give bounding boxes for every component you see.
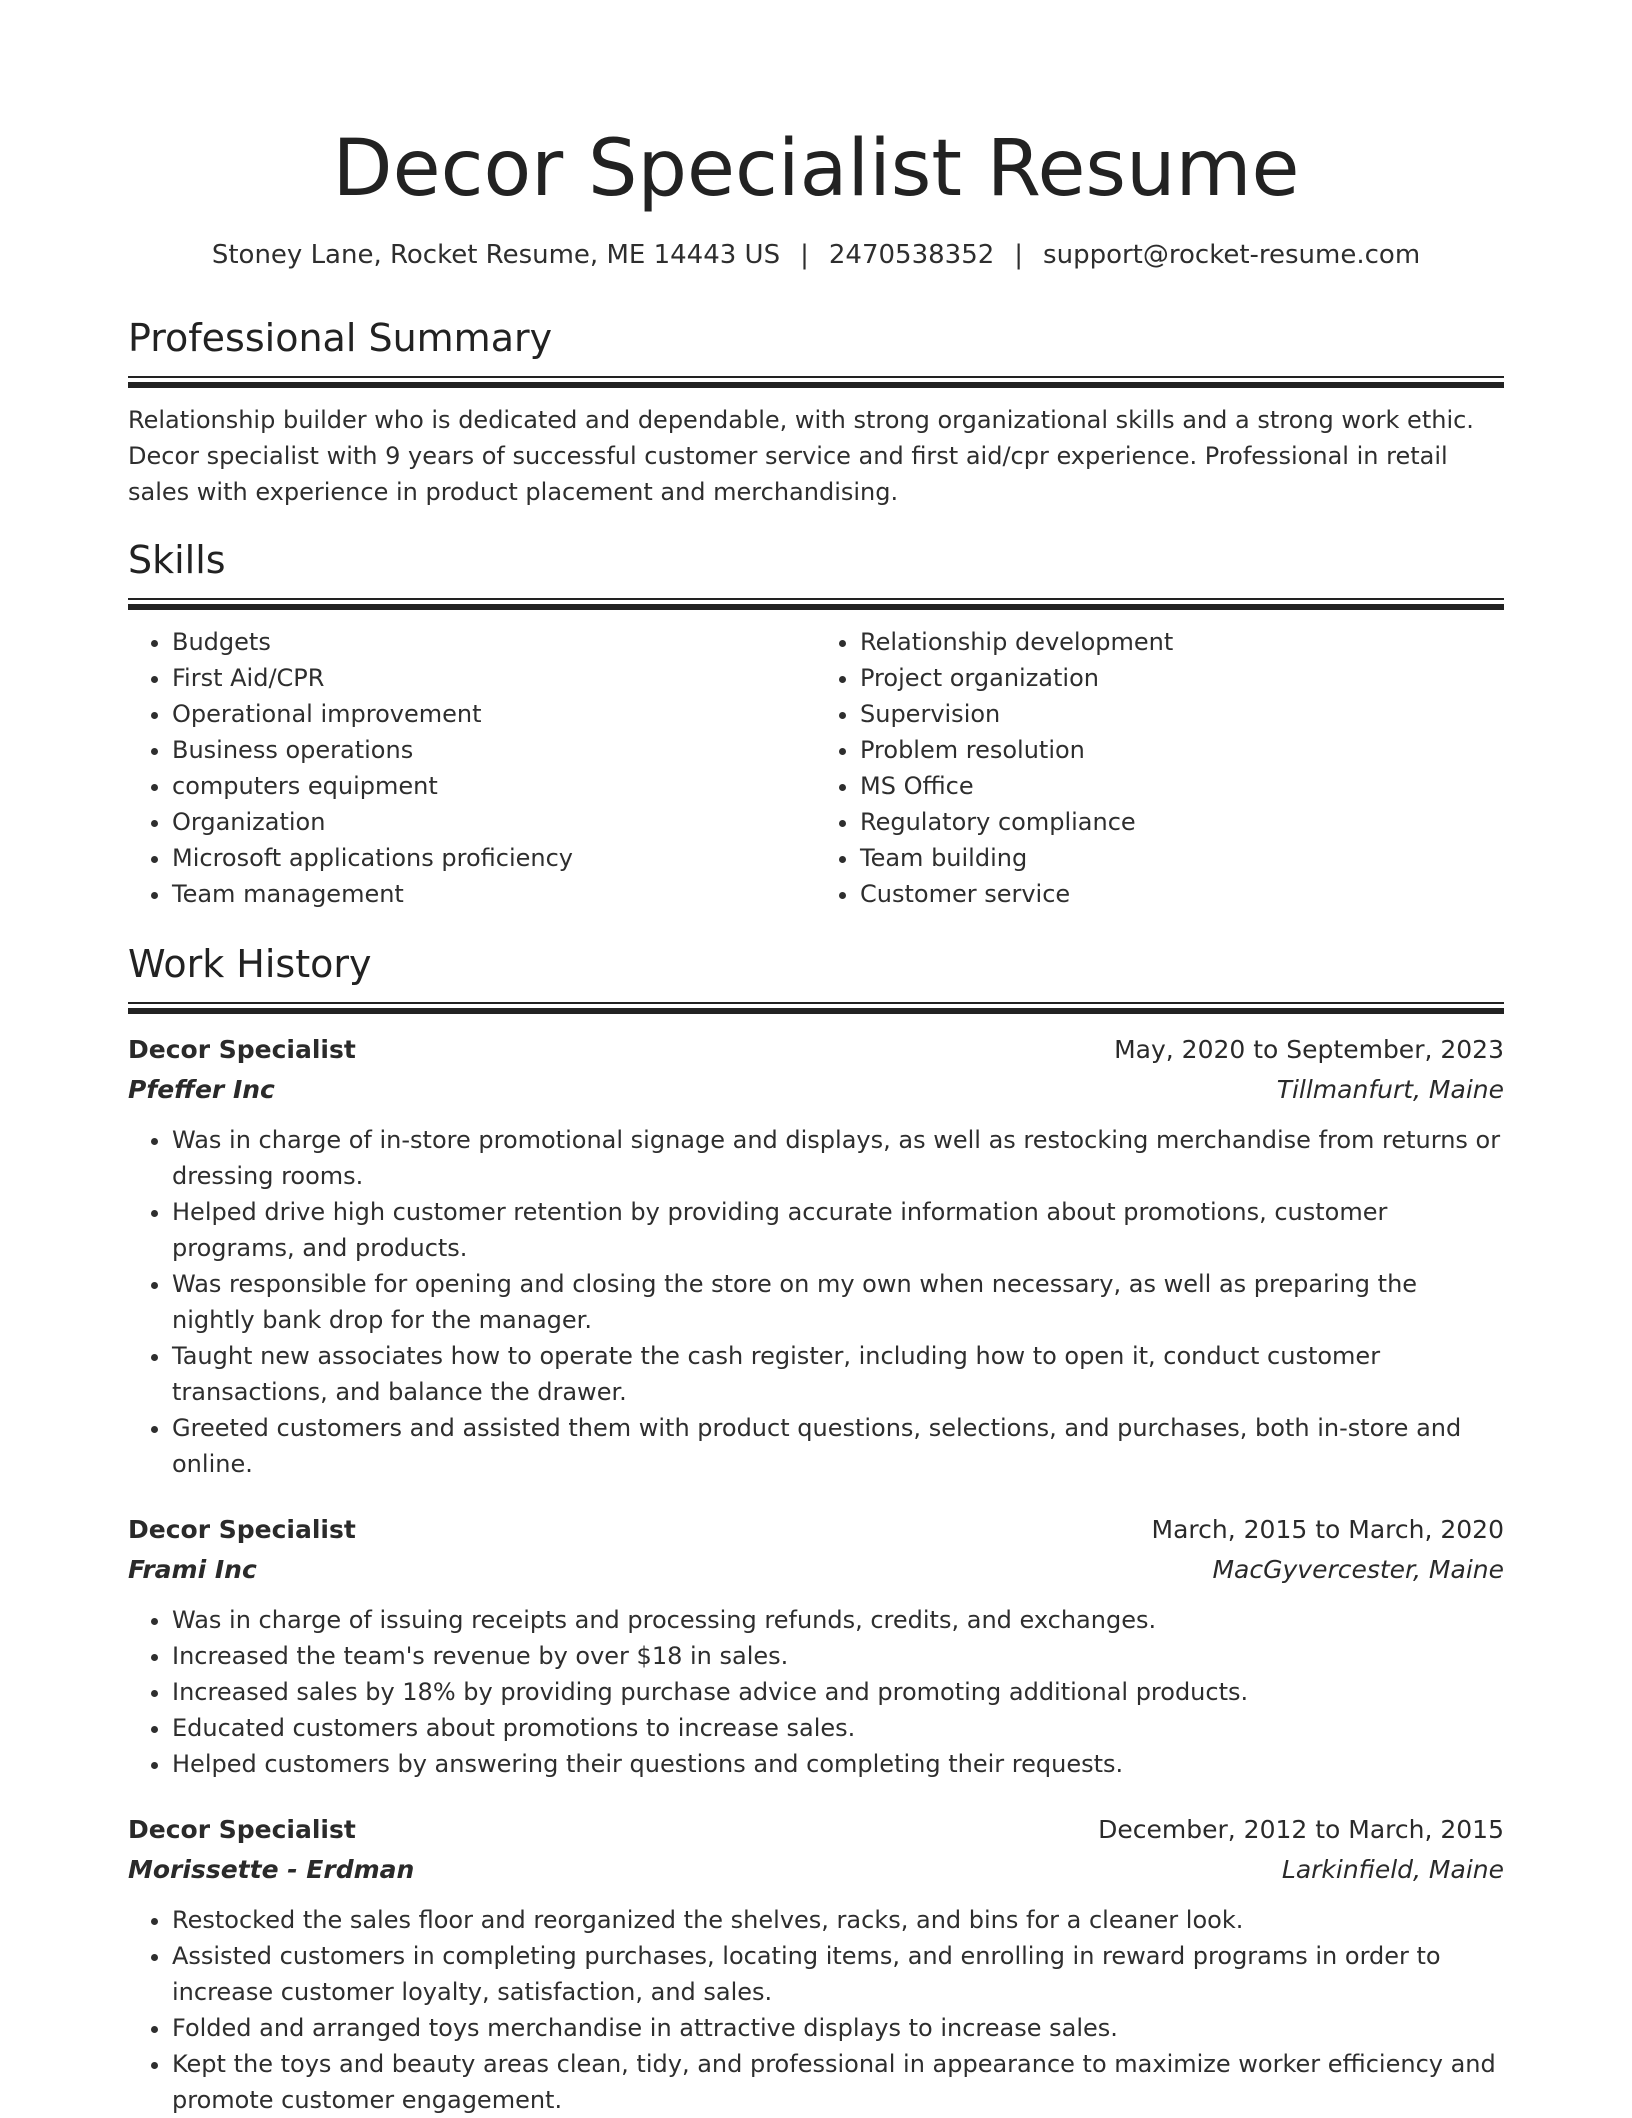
job-bullet: • Greeted customers and assisted them with product questions, selections, and purchases, both in-store and online. — [172, 1410, 1504, 1482]
job-header — [128, 1030, 1504, 1070]
skill-item: • Customer service — [860, 876, 1504, 912]
skills-list-right — [816, 624, 1504, 912]
contact-address: Stoney Lane, Rocket Resume, ME 14443 US — [211, 240, 781, 270]
job-company: Pfeffer Inc — [128, 1075, 275, 1104]
skill-item: • Regulatory compliance — [860, 804, 1504, 840]
section-divider — [128, 376, 1504, 388]
job-entry — [128, 1510, 1504, 1782]
job-location: Tillmanfurt, Maine — [1276, 1075, 1504, 1104]
job-bullet: • Increased sales by 18% by providing purchase advice and promoting additional products. — [172, 1674, 1504, 1710]
skill-item: • Budgets — [172, 624, 816, 660]
section-title-skills: Skills — [128, 538, 226, 582]
job-company: Frami Inc — [128, 1555, 257, 1584]
job-title: Decor Specialist — [128, 1815, 356, 1844]
job-bullet: • Was responsible for opening and closing the store on my own when necessary, as well as preparing the nightly bank drop for the manager. — [172, 1266, 1504, 1338]
job-dates: May, 2020 to September, 2023 — [1114, 1035, 1504, 1064]
job-bullet: • Was in charge of issuing receipts and processing refunds, credits, and exchanges. — [172, 1602, 1504, 1638]
job-bullet: • Assisted customers in completing purchases, locating items, and enrolling in reward programs in order to increase customer loyalty, satisfaction, and sales. — [172, 1938, 1504, 2010]
section-title-summary: Professional Summary — [128, 316, 553, 360]
job-bullet: • Helped drive high customer retention by providing accurate information about promotions, customer programs, and products. — [172, 1194, 1504, 1266]
skill-item: • Microsoft applications proficiency — [172, 840, 816, 876]
job-bullet: • Kept the toys and beauty areas clean, tidy, and professional in appearance to maximize worker efficiency and promote customer engagement. — [172, 2046, 1504, 2118]
job-entry — [128, 1030, 1504, 1482]
contact-line — [128, 238, 1504, 272]
job-company: Morissette - Erdman — [128, 1855, 415, 1884]
skill-item: • First Aid/CPR — [172, 660, 816, 696]
summary-text: Relationship builder who is dedicated and dependable, with strong organizational skills and a strong work ethic. Decor specialist with 9 years of successful customer service and first aid/cpr experience. Professional in retail sales with experience in product placement and merchandising. — [128, 406, 1474, 506]
job-header — [128, 1810, 1504, 1850]
skills-section — [128, 536, 1504, 912]
skill-item: • MS Office — [860, 768, 1504, 804]
skill-item: • computers equipment — [172, 768, 816, 804]
skill-item: • Supervision — [860, 696, 1504, 732]
contact-phone: 2470538352 — [828, 240, 995, 270]
job-location: MacGyvercester, Maine — [1212, 1555, 1504, 1584]
skill-item: • Problem resolution — [860, 732, 1504, 768]
contact-separator: | — [1014, 240, 1024, 270]
section-title-work-history: Work History — [128, 942, 372, 986]
summary-section — [128, 314, 1504, 510]
contact-email: support@rocket-resume.com — [1043, 240, 1421, 270]
page-title: Decor Specialist Resume — [332, 124, 1300, 214]
job-header — [128, 1510, 1504, 1550]
job-bullet: • Taught new associates how to operate the cash register, including how to open it, conduct customer transactions, and balance the drawer. — [172, 1338, 1504, 1410]
job-bullet: • Was in charge of in-store promotional signage and displays, as well as restocking merchandise from returns or dressing rooms. — [172, 1122, 1504, 1194]
job-bullet: • Increased the team's revenue by over $18 in sales. — [172, 1638, 1504, 1674]
job-title: Decor Specialist — [128, 1515, 356, 1544]
job-bullets — [128, 1602, 1504, 1782]
job-bullet: • Folded and arranged toys merchandise in attractive displays to increase sales. — [172, 2010, 1504, 2046]
job-location: Larkinfield, Maine — [1281, 1855, 1504, 1884]
work-history-section — [128, 940, 1504, 2118]
skill-item: • Team management — [172, 876, 816, 912]
skill-item: • Business operations — [172, 732, 816, 768]
job-bullet: • Helped customers by answering their questions and completing their requests. — [172, 1746, 1504, 1782]
job-subheader — [128, 1070, 1504, 1110]
resume-page — [128, 120, 1504, 2118]
job-bullet: • Educated customers about promotions to increase sales. — [172, 1710, 1504, 1746]
job-subheader — [128, 1550, 1504, 1590]
job-title: Decor Specialist — [128, 1035, 356, 1064]
job-subheader — [128, 1850, 1504, 1890]
job-entry — [128, 1810, 1504, 2118]
skills-columns — [128, 624, 1504, 912]
section-divider — [128, 1002, 1504, 1014]
skill-item: • Team building — [860, 840, 1504, 876]
job-dates: December, 2012 to March, 2015 — [1098, 1815, 1504, 1844]
job-bullets — [128, 1902, 1504, 2118]
job-dates: March, 2015 to March, 2020 — [1151, 1515, 1504, 1544]
skill-item: • Project organization — [860, 660, 1504, 696]
skill-item: • Operational improvement — [172, 696, 816, 732]
job-bullet: • Restocked the sales floor and reorganized the shelves, racks, and bins for a cleaner look. — [172, 1902, 1504, 1938]
section-divider — [128, 598, 1504, 610]
contact-separator: | — [800, 240, 809, 270]
skill-item: • Relationship development — [860, 624, 1504, 660]
skill-item: • Organization — [172, 804, 816, 840]
skills-list-left — [128, 624, 816, 912]
job-bullets — [128, 1122, 1504, 1482]
